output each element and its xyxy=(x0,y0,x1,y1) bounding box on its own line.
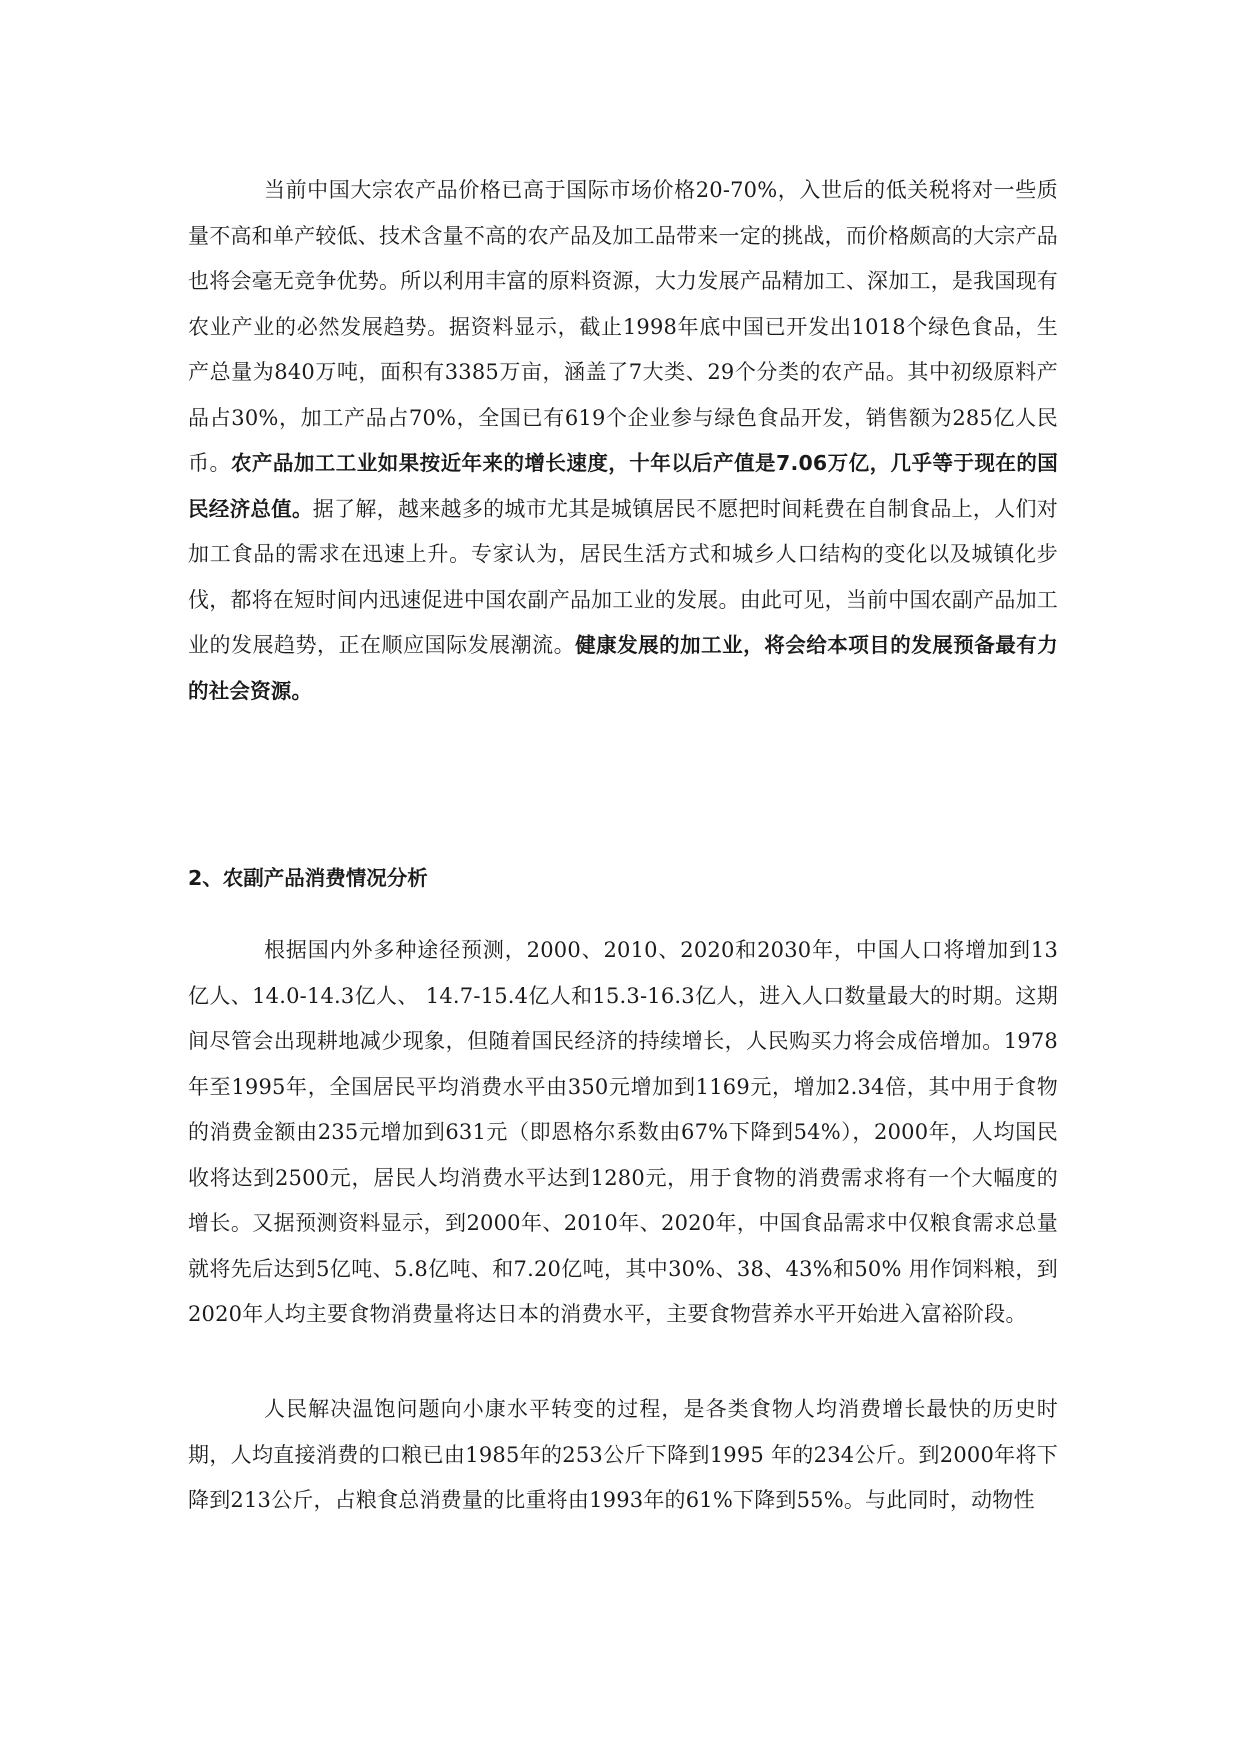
section-heading: 2、农副产品消费情况分析 xyxy=(188,866,428,890)
body-text-section-1 xyxy=(188,168,1058,714)
bold-statement: 农产品加工工业如果按近年来的增长速度，十年以后产值是7.06万亿，几乎等于现在的国民经济总值。 xyxy=(188,451,1058,521)
body-text-section-3 xyxy=(188,1387,1058,1524)
paragraph-text: 据了解，越来越多的城市尤其是城镇居民不愿把时间耗费在自制食品上，人们对加工食品的需求在迅速上升。专家认为，居民生活方式和城乡人口结构的变化以及城镇化步伐，都将在短时间内迅速促进中国农副产品加工业的发展。由此可见，当前中国农副产品加工业的发展趋势，正在顺应国际发展潮流。 xyxy=(188,496,1059,657)
paragraph-processing-industry xyxy=(188,168,1058,714)
bold-statement: 健康发展的加工业，将会给本项目的发展预备最有力的社会资源。 xyxy=(188,633,1058,703)
paragraph-consumption-forecast: 根据国内外多种途径预测，2000、2010、2020和2030年，中国人口将增加到13亿人、14.0-14.3亿人、 14.7-15.4亿人和15.3-16.3亿人，进入人口数量最大的时期。这期间尽管会出现耕地减少现象，但随着国民经济的持续增长，人民购买力将会成倍增加。1978年至1995年，全国居民平均消费水平由350元增加到1169元，增加2.34倍，其中用于食物的消费金额由235元增加到631元（即恩格尔系数由67%下降到54%），2000年，人均国民收将达到2500元，居民人均消费水平达到1280元，用于食物的消费需求将有一个大幅度的增长。又据预测资料显示，到2000年、2010年、2020年，中国食品需求中仅粮食需求总量就将先后达到5亿吨、5.8亿吨、和7.20亿吨，其中30%、38、43%和50% 用作饲料粮，到2020年人均主要食物消费量将达日本的消费水平，主要食物营养水平开始进入富裕阶段。 xyxy=(188,938,1058,1326)
paragraph-food-consumption: 人民解决温饱问题向小康水平转变的过程，是各类食物人均消费增长最快的历史时期，人均直接消费的口粮已由1985年的253公斤下降到1995 年的234公斤。到2000年将下降到213公斤，占粮食总消费量的比重将由1993年的61%下降到55%。与此同时，动物性 xyxy=(188,1397,1058,1512)
body-text-section-2 xyxy=(188,928,1058,1338)
paragraph-text: 当前中国大宗农产品价格已高于国际市场价格20-70%，入世后的低关税将对一些质量不高和单产较低、技术含量不高的农产品及加工品带来一定的挑战，而价格颇高的大宗产品也将会毫无竞争优势。所以利用丰富的原料资源，大力发展产品精加工、深加工，是我国现有农业产业的必然发展趋势。据资料显示，截止1998年底中国已开发出1018个绿色食品，生产总量为840万吨，面积有3385万亩，涵盖了7大类、29个分类的农产品。其中初级原料产品占30%，加工产品占70%，全国已有619个企业参与绿色食品开发，销售额为285亿人民币。 xyxy=(188,178,1058,475)
